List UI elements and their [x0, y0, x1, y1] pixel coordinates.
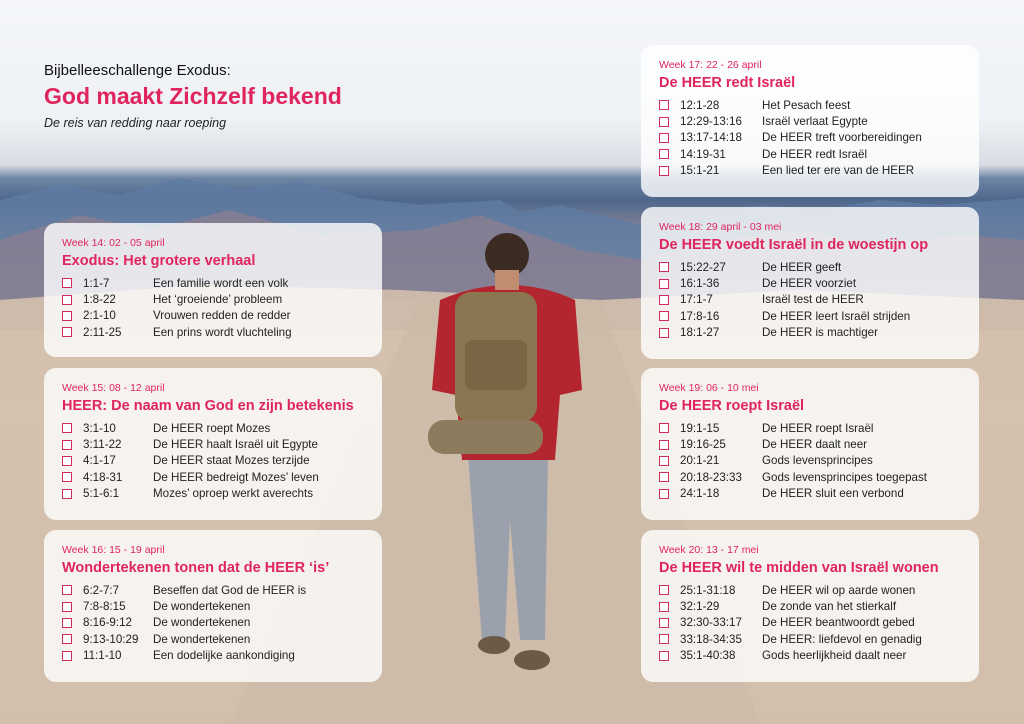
reading-text: De HEER roept Mozes [153, 421, 271, 435]
reading-ref: 7:8-8:15 [83, 600, 126, 614]
week-card [641, 45, 979, 197]
reading-text: De HEER redt Israël [762, 147, 868, 161]
checkbox[interactable] [659, 100, 669, 110]
reading-ref: 14:19-31 [680, 147, 726, 161]
week-title: De HEER redt Israël [659, 75, 796, 91]
reading-ref: 16:1-36 [680, 277, 720, 291]
reading-item [62, 469, 364, 485]
reading-text: Israël test de HEER [762, 293, 864, 307]
header [44, 62, 342, 130]
reading-text: De wondertekenen [153, 632, 251, 646]
checkbox[interactable] [62, 651, 72, 661]
checkbox[interactable] [659, 634, 669, 644]
reading-text: Gods heerlijkheid daalt neer [762, 649, 907, 663]
checkbox[interactable] [62, 278, 72, 288]
reading-ref: 3:11-22 [83, 438, 122, 452]
reading-ref: 4:1-17 [83, 454, 116, 468]
week-card [44, 530, 382, 682]
reading-item [62, 324, 364, 340]
reading-ref: 2:1-10 [83, 309, 116, 323]
checkbox[interactable] [659, 472, 669, 482]
reading-ref: 15:22-27 [680, 260, 726, 274]
reading-item [62, 486, 364, 502]
checkbox[interactable] [62, 472, 72, 482]
reading-text: De HEER: liefdevol en genadig [762, 632, 922, 646]
reading-text: Gods levensprincipes toegepast [762, 470, 927, 484]
checkbox[interactable] [659, 311, 669, 321]
reading-item [659, 292, 961, 308]
week-label: Week 18: 29 april - 03 mei [659, 221, 782, 233]
checkbox[interactable] [659, 133, 669, 143]
checkbox[interactable] [659, 149, 669, 159]
reading-text: Gods levensprincipes [762, 454, 873, 468]
reading-item [659, 420, 961, 436]
reading-item [659, 615, 961, 631]
reading-text: Een dodelijke aankondiging [153, 649, 295, 663]
reading-ref: 17:1-7 [680, 293, 713, 307]
week-label: Week 20: 13 - 17 mei [659, 544, 759, 556]
reading-item [62, 308, 364, 324]
reading-item [659, 582, 961, 598]
page-subtitle: De reis van redding naar roeping [44, 116, 227, 130]
reading-ref: 3:1-10 [83, 421, 116, 435]
reading-item [659, 469, 961, 485]
checkbox[interactable] [62, 618, 72, 628]
checkbox[interactable] [659, 279, 669, 289]
checkbox[interactable] [62, 585, 72, 595]
reading-text: Het Pesach feest [762, 98, 851, 112]
checkbox[interactable] [659, 262, 669, 272]
reading-text: Beseffen dat God de HEER is [153, 583, 307, 597]
reading-item [62, 453, 364, 469]
reading-text: De HEER is machtiger [762, 326, 878, 340]
reading-item [62, 275, 364, 291]
checkbox[interactable] [659, 602, 669, 612]
reading-text: De HEER bedreigt Mozes’ leven [153, 470, 319, 484]
reading-ref: 24:1-18 [680, 487, 720, 501]
week-card [44, 368, 382, 520]
checkbox[interactable] [659, 295, 669, 305]
reading-text: De HEER staat Mozes terzijde [153, 454, 310, 468]
reading-item [62, 598, 364, 614]
page-title: God maakt Zichzelf bekend [44, 83, 342, 109]
reading-item [62, 648, 364, 664]
reading-ref: 11:1-10 [83, 649, 122, 663]
reading-ref: 8:16-9:12 [83, 616, 132, 630]
reading-text: De HEER leert Israël strijden [762, 309, 911, 323]
reading-item [659, 631, 961, 647]
reading-text: Een familie wordt een volk [153, 276, 289, 290]
week-card [641, 368, 979, 520]
reading-ref: 32:30-33:17 [680, 616, 742, 630]
checkbox[interactable] [62, 327, 72, 337]
reading-ref: 19:1-15 [680, 421, 720, 435]
checkbox[interactable] [62, 634, 72, 644]
reading-item [62, 291, 364, 307]
reading-ref: 12:1-28 [680, 98, 720, 112]
pretitle: Bijbelleeschallenge Exodus: [44, 62, 231, 79]
reading-ref: 5:1-6:1 [83, 487, 120, 501]
reading-text: De wondertekenen [153, 600, 251, 614]
checkbox[interactable] [659, 166, 669, 176]
week-card [641, 530, 979, 682]
checkbox[interactable] [62, 311, 72, 321]
checkbox[interactable] [659, 423, 669, 433]
week-title: Exodus: Het grotere verhaal [62, 253, 256, 269]
reading-text: De zonde van het stierkalf [762, 600, 897, 614]
reading-text: Israël verlaat Egypte [762, 115, 868, 129]
reading-ref: 33:18-34:35 [680, 632, 742, 646]
reading-item [659, 648, 961, 664]
checkbox[interactable] [659, 585, 669, 595]
reading-text: De HEER daalt neer [762, 438, 868, 452]
reading-text: De HEER roept Israël [762, 421, 874, 435]
week-title: Wondertekenen tonen dat de HEER ‘is’ [62, 560, 330, 576]
reading-text: De wondertekenen [153, 616, 251, 630]
reading-item [659, 97, 961, 113]
week-card [641, 207, 979, 359]
reading-item [659, 598, 961, 614]
reading-ref: 20:1-21 [680, 454, 720, 468]
checkbox[interactable] [659, 456, 669, 466]
reading-item [659, 146, 961, 162]
reading-text: De HEER geeft [762, 260, 842, 274]
week-label: Week 14: 02 - 05 april [62, 237, 165, 249]
reading-text: Een prins wordt vluchteling [153, 325, 292, 339]
reading-item [659, 453, 961, 469]
checkbox[interactable] [659, 489, 669, 499]
checkbox[interactable] [659, 618, 669, 628]
reading-ref: 9:13-10:29 [83, 632, 139, 646]
reading-item [659, 486, 961, 502]
reading-item [659, 436, 961, 452]
reading-ref: 12:29-13:16 [680, 115, 742, 129]
reading-ref: 25:1-31:18 [680, 583, 736, 597]
checkbox[interactable] [62, 456, 72, 466]
reading-item [659, 163, 961, 179]
reading-ref: 1:1-7 [83, 276, 110, 290]
reading-item [659, 275, 961, 291]
reading-ref: 1:8-22 [83, 293, 116, 307]
checkbox[interactable] [659, 328, 669, 338]
reading-ref: 2:11-25 [83, 325, 122, 339]
reading-item [62, 436, 364, 452]
reading-text: Vrouwen redden de redder [153, 309, 291, 323]
checkbox[interactable] [659, 117, 669, 127]
reading-item [659, 259, 961, 275]
checkbox[interactable] [62, 602, 72, 612]
week-label: Week 16: 15 - 19 april [62, 544, 165, 556]
week-label: Week 15: 08 - 12 april [62, 382, 165, 394]
checkbox[interactable] [62, 440, 72, 450]
reading-text: De HEER treft voorbereidingen [762, 131, 922, 145]
reading-text: De HEER voorziet [762, 277, 857, 291]
reading-ref: 35:1-40:38 [680, 649, 736, 663]
reading-ref: 4:18-31 [83, 470, 123, 484]
reading-ref: 17:8-16 [680, 309, 720, 323]
reading-item [659, 113, 961, 129]
checkbox[interactable] [659, 651, 669, 661]
reading-item [62, 615, 364, 631]
reading-text: Het ‘groeiende’ probleem [153, 293, 283, 307]
reading-ref: 6:2-7:7 [83, 583, 120, 597]
reading-ref: 15:1-21 [680, 164, 720, 178]
week-title: De HEER voedt Israël in de woestijn op [659, 237, 929, 253]
checkbox[interactable] [659, 440, 669, 450]
reading-ref: 20:18-23:33 [680, 470, 742, 484]
reading-item [62, 582, 364, 598]
reading-item [659, 325, 961, 341]
reading-item [62, 631, 364, 647]
reading-text: De HEER beantwoordt gebed [762, 616, 915, 630]
reading-ref: 13:17-14:18 [680, 131, 742, 145]
reading-item [659, 130, 961, 146]
week-title: De HEER wil te midden van Israël wonen [659, 560, 939, 576]
week-label: Week 19: 06 - 10 mei [659, 382, 759, 394]
checkbox[interactable] [62, 423, 72, 433]
reading-text: De HEER sluit een verbond [762, 487, 904, 501]
checkbox[interactable] [62, 295, 72, 305]
reading-item [659, 308, 961, 324]
week-title: HEER: De naam van God en zijn betekenis [62, 398, 354, 414]
week-card [44, 223, 382, 357]
checkbox[interactable] [62, 489, 72, 499]
week-label: Week 17: 22 - 26 april [659, 59, 762, 71]
reading-ref: 32:1-29 [680, 600, 720, 614]
reading-item [62, 420, 364, 436]
reading-text: De HEER wil op aarde wonen [762, 583, 916, 597]
week-title: De HEER roept Israël [659, 398, 805, 414]
reading-text: De HEER haalt Israël uit Egypte [153, 438, 318, 452]
reading-text: Een lied ter ere van de HEER [762, 164, 915, 178]
reading-ref: 19:16-25 [680, 438, 726, 452]
reading-text: Mozes’ oproep werkt averechts [153, 487, 314, 501]
reading-ref: 18:1-27 [680, 326, 720, 340]
